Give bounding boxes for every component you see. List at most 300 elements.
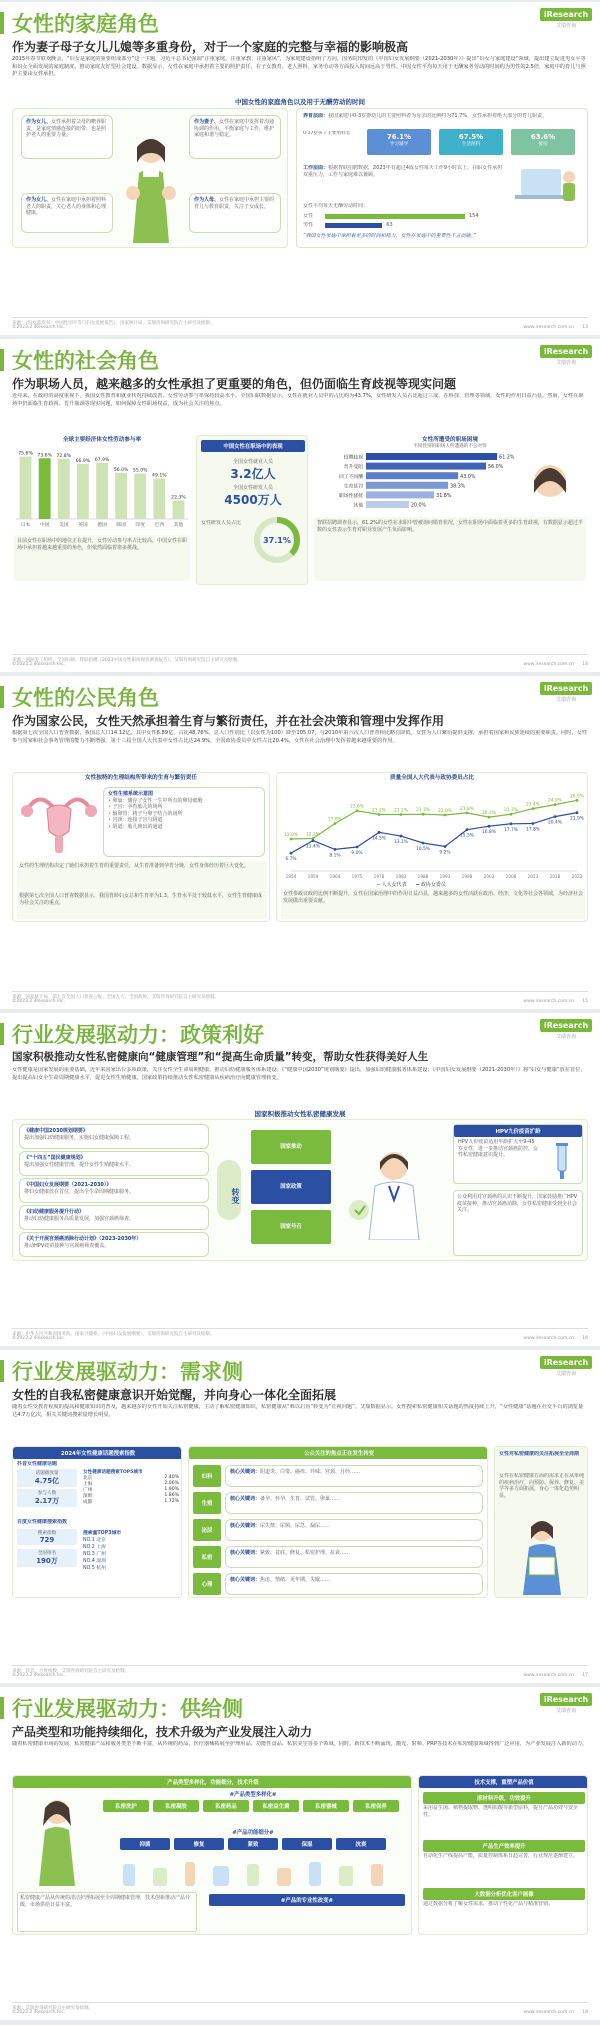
npc-point [378, 813, 381, 816]
slide-social-role [0, 339, 600, 672]
hbar-value-label: 20.0% [410, 503, 427, 509]
vaccine-icon [544, 1141, 580, 1181]
function-tag: 抑菌 [120, 1838, 170, 1850]
title-accent-bar [0, 686, 4, 708]
douyin-label: 抖音女性健康话题 [17, 1461, 58, 1467]
page-title: 女性的社会角色 [12, 349, 159, 373]
bar-category-label: 德国 [97, 523, 107, 528]
x-tick-label: 1993 [439, 874, 451, 879]
search-panel-title: 2024年女性健康话题搜索指数 [13, 1447, 182, 1459]
website: www.iresearch.com.cn [523, 662, 574, 667]
copyright: ©2023.2 iResearch Inc. [12, 2010, 66, 2015]
x-tick-label: 2008 [505, 874, 517, 879]
bar-category-label: 巴西 [154, 523, 165, 528]
tech-title: 技术支撑，重塑产品价值 [419, 1776, 588, 1788]
cppcc-point [488, 825, 491, 828]
x-tick-label: 1954 [285, 874, 297, 879]
time-bars [303, 213, 503, 233]
tech-item: 原材料升级，功效提升 采用益生菌、植物提取物、透明质酸等新型原料，提升产品功效与安全性。 [423, 1792, 585, 1838]
npc-value-label: 26.5% [570, 794, 584, 800]
product-type-tag: 私密器械 [303, 1800, 349, 1812]
logo-sub: 艾瑞咨询 [555, 1708, 576, 1714]
npc-value-label: 21.2% [372, 808, 386, 814]
hbar-category-label: 同工不同酬 [339, 474, 363, 480]
product-type-tag: 私密益生菌 [253, 1800, 299, 1812]
source-note: 来源：抖音、百度指数，艾瑞咨询研究院自主研究及绘制。 [12, 1669, 129, 1674]
bar [96, 463, 108, 519]
hpv-title: HPV九价疫苗扩龄 [454, 1125, 582, 1137]
cppcc-point [532, 822, 535, 825]
bar-chart-panel [12, 435, 192, 585]
quote: “我国女性家庭中承担着更多的时间和精力，女性在家庭中的重要性不言而喻。” [303, 233, 476, 239]
slide-policy [0, 1013, 600, 1346]
slide-citizen-role [0, 676, 600, 1009]
npc-point [488, 816, 491, 819]
logo-text: iResearch [540, 345, 592, 358]
npc-value-label: 21.8% [460, 806, 474, 812]
source-note: 来源：国际劳工组织、全国妇联、智联招聘《2023中国女性职场现状调查报告》，艾瑞咨询研究院自主研究及绘制。 [12, 658, 242, 663]
hbar [366, 472, 458, 479]
source-note: 来源：中华人民共和国国务院、国家卫健委、《中国妇女发展纲要》，艾瑞咨询研究院自主研究及绘制。 [12, 1332, 215, 1337]
copyright: ©2023.2 iResearch Inc. [12, 999, 66, 1004]
product-panel-title: 产品类型多样化，功能细分，技术升级 [13, 1776, 412, 1788]
cppcc-value-label: 20.4% [548, 820, 562, 826]
function-tag: 保湿 [282, 1838, 332, 1850]
computer-user-icon [511, 161, 581, 211]
product-functions: #产品功能细分# 抑菌 修复 紧致 保湿 抗衰 [103, 1828, 403, 1850]
product-type-tag: 私密药品 [203, 1800, 249, 1812]
policy-panel [12, 1119, 588, 1261]
page-title: 女性的公民角色 [12, 686, 159, 710]
website: www.iresearch.com.cn [523, 1336, 574, 1341]
cppcc-point [554, 815, 557, 818]
time-female-label: 女性 [303, 213, 314, 219]
cppcc-value-label: 10.5% [416, 847, 430, 852]
raise-text: 养育层面：我国家庭中0-3岁婴幼儿的主要照料者为母亲的比例约为71.7%，女性承担着绝大部分的育儿职责。 [303, 113, 548, 119]
cppcc-value-label: 16.8% [482, 830, 496, 836]
keyword-row: 私密 核心关键词：紧致、盆底、修复、私密护理、抗衰…… [193, 1544, 485, 1570]
npc-point [466, 811, 469, 814]
npc-value-label: 21.2% [394, 808, 408, 814]
anatomy-note-1: 女性的生理结构决定了她们承担着生育的重要责任，从生育准备到孕育分娩，女性身体经历着巨大变化。 [17, 861, 267, 889]
left-note: 目前女性在职场中的地位正在提升，女性劳动参与率占比较高，中国女性在职场中承担着越来越重要的角色，但依然面临着诸多挑战。 [14, 535, 190, 581]
hbar-value-label: 61.2% [499, 455, 515, 461]
footer [12, 991, 588, 1005]
douyin-users: 参与人数 2.17万 [17, 1489, 77, 1507]
intro-paragraph: 随着私密健康市场的发展，私密健康产品和服务类型不断丰富，从传统的药品、医疗器械拓展至护理用品、功能性食品、私密美学等多个领域。同时，新技术不断涌现，激光、射频、PRP等技术在私密健康领域得到广泛应用，为产业发展注入新的动力。 [12, 1741, 588, 1747]
trend-text: 女性在私密健康方面的需求正在从单纯的疾病治疗，向预防、保养、修复、美学等多方面拓展，身心一体化趋势明显。 [499, 1473, 585, 1499]
bar-chart-title: 全球主要经济体女性劳动参与率 [62, 437, 142, 443]
bar-value-label: 67.9% [94, 457, 110, 463]
x-tick-label: 2018 [549, 874, 561, 879]
website: www.iresearch.com.cn [523, 2010, 574, 2015]
woman-reading-icon [509, 1517, 575, 1595]
policy-item-4: 《妇幼健康服务提升行动》 推动妇幼健康服务高质量发展，加强宫颈癌筛查。 [19, 1205, 209, 1230]
title-accent-bar [0, 12, 4, 34]
pct-label: 0-17岁孩子主要照料者 [303, 131, 351, 136]
hbar-subtitle: 不同性别的职场人所遭遇的不公对待 [413, 444, 487, 449]
douyin-views: 话题播放量 4.75亿 [17, 1469, 77, 1487]
slide-family-role [0, 2, 600, 335]
cppcc-point [510, 822, 513, 825]
cppcc-value-label: 11.4% [306, 844, 320, 850]
npc-point [532, 807, 535, 810]
page-number: 13 [582, 325, 588, 330]
trend-panel [494, 1446, 588, 1598]
pct-group [367, 129, 579, 159]
function-tag: 抗衰 [336, 1838, 386, 1850]
logo-text: iResearch [540, 1019, 592, 1032]
city-row: 成都 1.72% [83, 1499, 179, 1505]
keyword-row: 妇科 核心关键词：阴道炎、白带、瘙痒、异味、宫颈、月经…… [193, 1463, 485, 1489]
anatomy-note-2: 根据第七次全国人口普查数据显示，我国育龄妇女总和生育率为1.3，生育水平处于较低水平，女性生育健康成为社会关注的重点。 [17, 891, 267, 919]
cppcc-point [356, 846, 359, 849]
hbar-title: 女性所遭受的职场困境 [422, 437, 478, 443]
page-title: 女性的家庭角色 [12, 12, 159, 36]
bar-value-label: 75.6% [18, 451, 33, 457]
bar-category-label: 印度 [135, 523, 146, 528]
bottom-note: 公众利用对宫颈癌的认识不断提升，国家鼓励推广HPV疫苗接种，推动宫颈癌消除，女性私密健康受到全社会关注。 [453, 1190, 583, 1256]
cppcc-value-label: 21.9% [570, 816, 584, 822]
keyword-rows [193, 1463, 485, 1597]
cppcc-value-label: 14.5% [372, 836, 386, 842]
doctor-illustration-icon [339, 1140, 449, 1240]
bar [20, 457, 32, 519]
bar [153, 478, 165, 519]
website: www.iresearch.com.cn [523, 325, 574, 330]
center-items [251, 1130, 331, 1244]
bar [58, 459, 70, 519]
keyword-row: 心理 核心关键词：焦虑、情绪、更年期、失眠…… [193, 1571, 485, 1597]
keyword-row: 泌尿 核心关键词：尿失禁、尿频、尿急、漏尿…… [193, 1517, 485, 1543]
x-tick-label: 1983 [395, 874, 407, 879]
keyword-row: 生殖 核心关键词：备孕、怀孕、生育、试管、卵巢…… [193, 1490, 485, 1516]
cppcc-point [378, 831, 381, 834]
line-legend: ━ 人大女代表 ━ 政协女委员 [377, 882, 446, 888]
brand-logo [540, 8, 592, 29]
website: www.iresearch.com.cn [523, 1673, 574, 1678]
line-chart-panel [276, 772, 588, 922]
cppcc-value-label: 9.0% [351, 851, 363, 856]
hbar-chart [312, 451, 588, 513]
bar-value-label: 66.9% [75, 458, 91, 464]
x-tick-label: 1959 [307, 874, 319, 879]
slide-demand [0, 1350, 600, 1683]
organ-list: 女性生殖系统示意图 • 卵巢：储存了女性一生中所有的卵母细胞 • 子宫：孕育胎儿的场所 • 输卵管：精子与卵子结合的场所 • 宫颈：连接子宫与阴道 • 阴道：胎儿娩出的通道 [103, 787, 265, 857]
cppcc-point [334, 848, 337, 851]
bar-category-label: 日本 [20, 523, 31, 528]
page-subtitle: 国家积极推动女性私密健康向“健康管理”和“提高生命质量”转变，帮助女性获得美好人生 [12, 1051, 429, 1063]
source-note: 来源：国家统计局、第七次全国人口普查公报、全国人大、全国政协，艾瑞咨询研究院自主研究及绘制。 [12, 995, 219, 1000]
footer [12, 317, 588, 331]
intro-paragraph: 随着女性受教育程度的提高和健康知识的普及，越来越多的女性开始关注私密健康，主动了解私密健康知识，私密健康从“难以启齿”转变为“正视问题”。艾瑞数据显示，女性搜索私密健康相关话题的热度持续上升，“女性健康”话题在社交平台的浏览量达4.7万亿次，相关关键词搜索量增长明显。 [12, 1404, 584, 1418]
npc-point [334, 822, 337, 825]
bar-value-label: 55.0% [132, 468, 148, 474]
npc-point [422, 813, 425, 816]
right-note: 智联招聘调查显示，61.2%的女性在求职中曾被询问婚育状况，女性在职场中面临着更多的生育歧视，有数据显示超过半数的女性表示生育对职业发展产生负面影响。 [314, 517, 586, 581]
product-types: #产品类型多样化# 私密洗护 私密凝胶 私密药品 私密益生菌 私密器械 私密保养 [103, 1790, 403, 1812]
brand-logo [540, 682, 592, 703]
ring-chart [251, 514, 303, 566]
page-subtitle: 作为妻子母子女儿儿媳等多重身份，对于一个家庭的完整与幸福的影响极高 [12, 40, 409, 54]
bubble-3: 作为女儿、女性在家庭中承担着照料老人的职责，关心老人的身体和心理健康。 [21, 193, 113, 233]
time-male-value: 63 [386, 222, 393, 228]
center-item-3: 国家号召 [251, 1210, 331, 1244]
hpv-text: HPV九价疫苗适用年龄扩大至9-45岁女性，进一步推动宫颈癌防控，女性私密健康意识提升。 [458, 1139, 538, 1159]
title-accent-bar [0, 1360, 4, 1382]
city-row: 广州 1.90% [83, 1487, 179, 1493]
page-title: 行业发展驱动力：需求侧 [12, 1360, 243, 1384]
tech-list [423, 1792, 585, 1934]
intro-paragraph: 根据第七次全国人口普查数据，我国总人口14.12亿，其中女性6.89亿，占比48.76%。总人口性别比（以女性为100）降至105.07，与2010年第六次人口普查相比略有降低。女性为人口繁衍提供支撑，承担着国家和民族延续的重要职责。同时，女性参与国家和社会事务管理的能力不断增强，第十三届全国人大代表中女性占比达24.9%，全国政协委员中女性占比20.4%，女性在社会治理中发挥着越来越重要的作用。 [12, 730, 588, 744]
middle-title: 中国女性在职场中的表现 [201, 440, 305, 452]
x-tick-label: 1964 [329, 874, 341, 879]
page-number: 17 [582, 1673, 588, 1678]
intro-paragraph: 女性健康是国家发展的重要基础，近年来国家出台多项政策，关注女性全生命周期健康，推动妇幼健康服务体系建设。《“健康中国2030”规划纲要》提出，加强妇幼健康服务体系建设；《中国妇女发展纲要（2021-2030年）》将“妇女与健康”放在首位，提出提高妇女全生命周期健康水平，促进女性生殖健康。国家政策持续推动女性私密健康从疾病治疗向健康管理转变。 [12, 1067, 586, 1081]
product-type-tag: 私密凝胶 [153, 1800, 199, 1812]
product-bottles-icon [113, 1858, 403, 1888]
title-accent-bar [0, 1697, 4, 1719]
x-tick-label: 2013 [527, 874, 539, 879]
tech-item: 产品生产效率提升 自动化生产线提高产能，质量控制体系日趋完善，行业规范逐渐建立。 [423, 1840, 585, 1886]
logo-sub: 艾瑞咨询 [555, 1034, 576, 1040]
copyright: ©2023.2 iResearch Inc. [12, 1673, 66, 1678]
copyright: ©2023.2 iResearch Inc. [12, 662, 66, 667]
focus-title: 公众关注的焦点正在发生转变 [189, 1447, 488, 1459]
logo-sub: 艾瑞咨询 [555, 697, 576, 703]
logo-sub: 艾瑞咨询 [555, 360, 576, 366]
npc-value-label: 24.9% [548, 798, 562, 804]
brand-logo [540, 1693, 592, 1714]
footer [12, 1328, 588, 1342]
cppcc-value-label: 8.1% [329, 853, 341, 859]
pct-item-1: 76.1% 学习辅导 [367, 129, 431, 155]
source-note: 来源：艾瑞咨询研究院自主研究及绘制。 [12, 2006, 93, 2011]
bar [173, 501, 185, 519]
city-row: 北京 2.40% [83, 1475, 179, 1481]
intro-paragraph: 近年来，在政府的高度重视下，我国女性教育和就业状况持续改善，女性劳动参与率保持较高水平。全国妇联数据显示，女性在就业人员中的占比约为43.7%，女性研发人员占比超过三成，在科技、管理等领域，女性的作用日益凸显。然而，女性在职场中仍面临生育歧视、晋升瓶颈等现实问题，如何保障女性职场权益，成为社会关注的焦点。 [12, 393, 584, 407]
bar-category-label: 中国 [39, 523, 50, 528]
stats-panel [296, 108, 588, 248]
footer [12, 654, 588, 668]
policy-item-5: 《关于开展宫颈癌消除行动计划》（2023-2030年） 推动HPV疫苗接种与宫颈癌筛查覆盖。 [19, 1232, 209, 1257]
logo-text: iResearch [540, 682, 592, 695]
bubble-1: 作为女儿、女性承担着父母的赡养职责，是家庭情感连接的纽带，也是照护老人的重要力量。 [21, 115, 113, 159]
stat-rd: 全国女性研发人员 4500万人 [224, 485, 282, 507]
logo-text: iResearch [540, 8, 592, 21]
center-item-1: 国家推动 [251, 1130, 331, 1164]
website: www.iresearch.com.cn [523, 999, 574, 1004]
hbar [366, 453, 497, 460]
hbar-value-label: 31.8% [436, 494, 452, 499]
npc-value-label: 12.2% [306, 832, 320, 838]
bar [39, 458, 51, 519]
baidu-label: 百度女性健康搜索指数 [17, 1519, 68, 1525]
intro-paragraph: 2015年春节联欢晚会，“妇女是家庭的重要组成部分”这一主题，习近平总书记强调“注重家庭、注重家教、注重家风”，为家庭建设指明了方向。国务院印发的《中国妇女发展纲要（2021-2030年）》提出“妇女与家庭建设”领域，提出建立促进男女平等和妇女全面发展的家庭制度，推动家庭友好型社会建设。数据显示，女性在家庭中承担着主要的照护责任，在子女教育、老人照料、家务劳动等方面投入时间远高于男性。中国女性平均每天用于无酬家务劳动的时间约为男性的2.5倍，家庭中的育儿与照护主要由女性承担。 [12, 56, 586, 78]
cppcc-value-label: 15.5% [460, 833, 474, 839]
product-panel [12, 1775, 412, 1935]
hbar [366, 482, 448, 489]
hbar-category-label: 其他 [353, 503, 363, 509]
page-number: 15 [582, 999, 588, 1004]
footer [12, 2002, 588, 2016]
npc-value-label: 20.2% [482, 811, 496, 817]
product-type-tag: 私密保养 [353, 1800, 399, 1812]
time-label: 女性平均每天无酬劳动时间： [303, 203, 369, 209]
npc-point [400, 813, 403, 816]
bar [115, 473, 127, 519]
chart-title: 中国女性的家庭角色以及用于无酬劳动的时间 [235, 98, 365, 106]
city-row: 上海 2.06% [83, 1481, 179, 1487]
policy-item-2: 《“十四五”国民健康规划》 提出加强女性健康管理，提升女性生殖健康水平。 [19, 1151, 209, 1176]
anatomy-title: 女性独特的生理结构所带来的生育与繁衍责任 [85, 775, 197, 781]
chart-title: 国家积极推动女性私密健康发展 [254, 1110, 346, 1118]
cppcc-point [444, 845, 447, 848]
cppcc-point [400, 835, 403, 838]
page-title: 行业发展驱动力：政策利好 [12, 1023, 264, 1047]
ring-label: 女性研发人员占比 [201, 520, 242, 526]
npc-point [510, 813, 513, 816]
brand-logo [540, 1019, 592, 1040]
hpv-box [453, 1124, 583, 1184]
hbar-category-label: 招聘歧视 [343, 455, 363, 461]
hbar [366, 463, 486, 470]
page-subtitle: 作为职场人员，越来越多的女性承担了更重要的角色，但仍面临生育歧视等现实问题 [12, 377, 457, 391]
hbar-category-label: 生育惩罚 [343, 484, 363, 490]
work-text: 工作层面：根据智联招聘数据，2023年有超过4成女性每天工作9小时以上，在职女性承担双重压力，工作与家庭难以兼顾。 [303, 165, 503, 178]
footer [12, 1665, 588, 1679]
search-panel [12, 1446, 182, 1598]
tech-panel [418, 1775, 588, 1935]
bar-value-label: 72.8% [56, 453, 72, 459]
center-item-2: 国家政策 [251, 1170, 331, 1204]
bar-category-label: 韩国 [116, 523, 126, 528]
participation-bar-chart [12, 445, 192, 531]
x-tick-label: 1988 [417, 874, 429, 879]
page-subtitle: 产品类型和功能持续细化，技术升级为产业发展注入动力 [12, 1725, 313, 1739]
x-tick-label: 1998 [461, 874, 473, 879]
page-subtitle: 女性的自我私密健康意识开始觉醒，并向身心一体化全面拓展 [12, 1388, 337, 1402]
baidu-index: 搜索指数 729 [17, 1529, 77, 1545]
hbar-panel [312, 435, 588, 585]
time-male-label: 男性 [303, 222, 314, 228]
npc-value-label: 17.8% [328, 817, 342, 823]
bar-category-label: 其他 [173, 523, 184, 528]
cppcc-value-label: 6.7% [285, 857, 297, 863]
cppcc-value-label: 17.7% [504, 827, 518, 833]
hbar-category-label: 职场性骚扰 [339, 494, 363, 499]
page-number: 14 [582, 662, 588, 667]
professional-tag: #产品的专业性改变# [209, 1894, 405, 1906]
x-tick-label: 2003 [483, 874, 495, 879]
bar-category-label: 英国 [78, 523, 88, 528]
npc-point [444, 814, 447, 817]
slide-supply [0, 1687, 600, 2020]
npc-value-label: 12.0% [284, 833, 298, 838]
source-note: 来源：《妇女蓝皮书：中国性别平等与妇女发展报告》、国家统计局、艾瑞咨询研究院自主研究及绘制。 [12, 321, 215, 326]
copyright: ©2023.2 iResearch Inc. [12, 325, 66, 330]
supply-note: 私密健康产品从传统的清洁护理拓展至全周期健康管理，技术创新推动产品升级，市场供给日益丰富。 [17, 1892, 197, 1932]
bar-value-label: 73.6% [37, 453, 52, 459]
page-subtitle: 作为国家公民，女性天然承担着生育与繁衍责任，并在社会决策和管理中发挥作用 [12, 714, 445, 728]
title-accent-bar [0, 1023, 4, 1045]
role-panel [12, 108, 288, 248]
cppcc-point [312, 839, 315, 842]
npc-value-label: 21.0% [438, 809, 452, 814]
x-tick-label: 1978 [373, 874, 385, 879]
policy-timeline [19, 1124, 209, 1257]
time-female-value: 154 [469, 213, 479, 219]
logo-text: iResearch [540, 1356, 592, 1369]
npc-value-label: 22.6% [350, 804, 364, 810]
woman-illustration-icon [121, 133, 181, 243]
rank-list: 搜索量TOP3城市 NO.1 北京 NO.2 上海 NO.3 广州 NO.4 深圳 NO.5 杭州 [83, 1531, 122, 1571]
line-chart-title: 质量全国人大代表与政协委员占比 [390, 775, 474, 781]
page-number: 16 [582, 1336, 588, 1341]
middle-stats [196, 435, 308, 585]
shift-label: 转变 [217, 1160, 241, 1220]
stat-employed: 全国女性就业人员 3.2亿人 [230, 459, 276, 481]
tech-item: 大数据分析优化客户画像 通过数据分析了解女性需求，推动个性化产品与精准营销。 [423, 1888, 585, 1934]
pct-item-3: 63.6% 接送 [511, 129, 575, 155]
city-row: 深圳 1.86% [83, 1493, 179, 1499]
x-tick-label: 2023 [571, 874, 583, 879]
policy-item-3: 《中国妇女发展纲要（2021-2030）》 将妇女健康放在首位，提出全生命周期健康服务。 [19, 1178, 209, 1203]
bubble-2: 作为妻子、女性在家庭中发挥着沟通协调的作用，平衡家庭与工作，维护家庭和谐与稳定。 [189, 115, 281, 159]
brand-logo [540, 345, 592, 366]
hbar [366, 491, 434, 498]
function-tag: 修复 [174, 1838, 224, 1850]
logo-sub: 艾瑞咨询 [555, 23, 576, 29]
ring-value: 37.1% [263, 536, 291, 545]
bubble-4: 作为人母、女性在家庭中承担主要的育儿与教育职责，关注子女成长。 [189, 193, 281, 233]
logo-text: iResearch [540, 1693, 592, 1706]
npc-value-label: 21.3% [416, 808, 430, 814]
cppcc-point [576, 811, 579, 814]
trend-title: 女性对私密健康的关注拓展至全周期 [499, 1451, 580, 1457]
hbar-value-label: 56.0% [488, 465, 504, 471]
line-note: 女性参政议政的比例不断提升，女性在国家治理中的作用日益凸显，越来越多的女性活跃在政治、经济、文化等社会各领域，为经济社会发展做出重要贡献。 [281, 889, 585, 919]
anatomy-panel [12, 772, 270, 922]
time-male-bar [325, 223, 382, 228]
copyright: ©2023.2 iResearch Inc. [12, 1336, 66, 1341]
time-female-bar [325, 214, 465, 219]
npc-value-label: 21.3% [504, 808, 518, 814]
cppcc-point [466, 828, 469, 831]
hbar-value-label: 38.3% [450, 484, 466, 490]
hbar-value-label: 43.0% [460, 474, 476, 480]
function-tag: 紧致 [228, 1838, 278, 1850]
npc-point [290, 838, 293, 841]
representation-line-chart [277, 783, 588, 881]
product-type-tag: 私密洗护 [103, 1800, 149, 1812]
bar-value-label: 22.3% [171, 495, 186, 501]
focus-panel [188, 1446, 488, 1598]
brand-logo [540, 1356, 592, 1377]
bar [134, 474, 146, 519]
baidu-rank: 全国排名 190万 [17, 1549, 77, 1567]
bar-category-label: 美国 [58, 523, 69, 528]
woman-figure-icon [17, 1796, 97, 1886]
page-number: 18 [582, 2010, 588, 2015]
logo-sub: 艾瑞咨询 [555, 1371, 576, 1377]
city-list: 女性健康话题搜索TOP5城市 北京 2.40% 上海 2.06% 广州 1.90% 深圳 1.86% 成都 1.72% [83, 1470, 179, 1505]
cppcc-value-label: 17.8% [526, 827, 540, 833]
cppcc-value-label: 13.1% [394, 840, 408, 846]
uterus-illustration-icon [19, 787, 99, 857]
title-accent-bar [0, 349, 4, 371]
bar-value-label: 49.1% [152, 473, 167, 479]
